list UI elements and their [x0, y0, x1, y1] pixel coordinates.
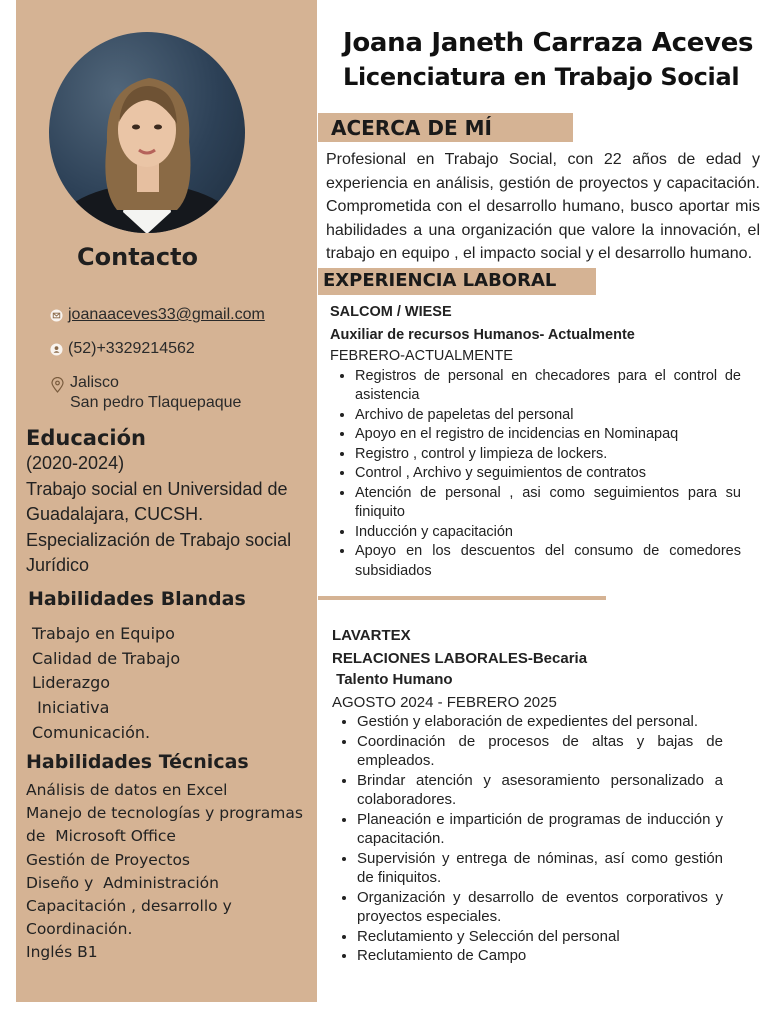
- candidate-degree: Licenciatura en Trabajo Social: [343, 63, 740, 91]
- list-item: de Microsoft Office: [26, 827, 176, 846]
- list-item: Iniciativa: [32, 698, 110, 718]
- job-role: RELACIONES LABORALES-Becaria: [332, 649, 588, 667]
- list-item: Análisis de datos en Excel: [26, 781, 228, 799]
- list-item: Liderazgo: [32, 673, 111, 693]
- list-item: • Planeación e impartición de programas de inducción y capacitación.: [357, 810, 723, 849]
- list-item: • Gestión y elaboración de expedientes del personal.: [357, 712, 723, 732]
- list-item: • Reclutamiento y Selección del personal: [357, 927, 723, 947]
- soft-skills-title: Habilidades Blandas: [28, 588, 246, 610]
- education-line: Especialización de Trabajo social: [26, 529, 292, 550]
- list-item: • Registros de personal en checadores para el control de asistencia: [355, 367, 741, 406]
- job-period: AGOSTO 2024 - FEBRERO 2025: [332, 693, 557, 711]
- list-item: • Inducción y capacitación: [355, 523, 741, 543]
- job-company: SALCOM / WIESE: [330, 304, 452, 320]
- list-item: • Supervisión y entrega de nóminas, así como gestión de finiquitos.: [357, 849, 723, 888]
- list-item: Capacitación , desarrollo y: [26, 896, 232, 915]
- list-item: • Coordinación de procesos de altas y bajas de empleados.: [357, 732, 723, 771]
- location-pin-icon: [50, 377, 65, 393]
- list-item: • Brindar atención y asesoramiento personalizado a colaboradores.: [357, 771, 723, 810]
- email-icon: [50, 309, 63, 322]
- phone-number: (52)+3329214562: [68, 340, 195, 357]
- job-role: Auxiliar de recursos Humanos- Actualmente: [330, 326, 635, 343]
- list-item: • Apoyo en el registro de incidencias en Nominapaq: [355, 425, 741, 445]
- contact-email-row[interactable]: [50, 306, 265, 324]
- list-item: Inglés B1: [26, 943, 98, 962]
- tech-skills-list: [26, 779, 303, 965]
- profile-photo: [49, 32, 245, 233]
- list-item: • Control , Archivo y seguimientos de contratos: [355, 464, 741, 484]
- tech-skills-title: Habilidades Técnicas: [26, 751, 249, 773]
- job-bullets: [330, 367, 741, 582]
- list-item: • Archivo de papeletas del personal: [355, 406, 741, 426]
- about-text: Profesional en Trabajo Social, con 22 años de edad y experiencia en análisis, gestión de proyectos y capacitación. Comprometida con el desarrollo humano, busco aportar mis habilidades a una organización que valore la innovación, el trabajo en equipo , el impacto social y el desarrollo humano.: [326, 151, 760, 262]
- list-item: Trabajo en Equipo: [32, 624, 175, 643]
- location-city: San pedro Tlaquepaque: [70, 394, 242, 411]
- soft-skills-list: [32, 622, 180, 745]
- job-bullets: [332, 712, 723, 966]
- section-divider: [318, 596, 606, 600]
- about-title: ACERCA DE MÍ: [331, 116, 492, 140]
- education-details: [26, 451, 311, 579]
- list-item: Diseño y Administración: [26, 873, 219, 892]
- candidate-name: Joana Janeth Carraza Aceves: [343, 28, 754, 58]
- list-item: • Organización y desarrollo de eventos corporativos y proyectos especiales.: [357, 888, 723, 927]
- job-company: LAVARTEX: [332, 627, 411, 644]
- experience-title: EXPERIENCIA LABORAL: [323, 270, 557, 291]
- education-line: Guadalajara, CUCSH.: [26, 504, 204, 524]
- education-line: Jurídico: [26, 555, 90, 575]
- education-title: Educación: [26, 426, 146, 450]
- email-link[interactable]: joanaaceves33@gmail.com: [68, 306, 265, 323]
- education-line: Trabajo social en Universidad de: [26, 478, 288, 499]
- contact-location-row: [50, 374, 241, 412]
- list-item: Calidad de Trabajo: [32, 648, 181, 668]
- contact-title: Contacto: [77, 243, 199, 271]
- list-item: • Apoyo en los descuentos del consumo de comedores subsidiados: [355, 542, 741, 581]
- list-item: • Reclutamiento de Campo: [357, 946, 723, 966]
- list-item: Manejo de tecnologías y programas: [26, 804, 303, 823]
- list-item: Coordinación.: [26, 920, 133, 939]
- job-period: FEBRERO-ACTUALMENTE: [330, 348, 513, 364]
- user-icon: [50, 343, 63, 356]
- contact-phone-row: [50, 340, 195, 358]
- list-item: Comunicación.: [32, 722, 151, 742]
- job-entry: [330, 303, 741, 581]
- job-entry: [332, 626, 723, 966]
- list-item: • Registro , control y limpieza de lockers.: [355, 445, 741, 465]
- list-item: • Atención de personal , asi como seguimientos para su finiquito: [355, 484, 741, 523]
- job-role-detail: Talento Humano: [332, 671, 453, 688]
- list-item: Gestión de Proyectos: [26, 850, 190, 869]
- education-years: (2020-2024): [26, 453, 125, 473]
- location-state: Jalisco: [70, 374, 119, 391]
